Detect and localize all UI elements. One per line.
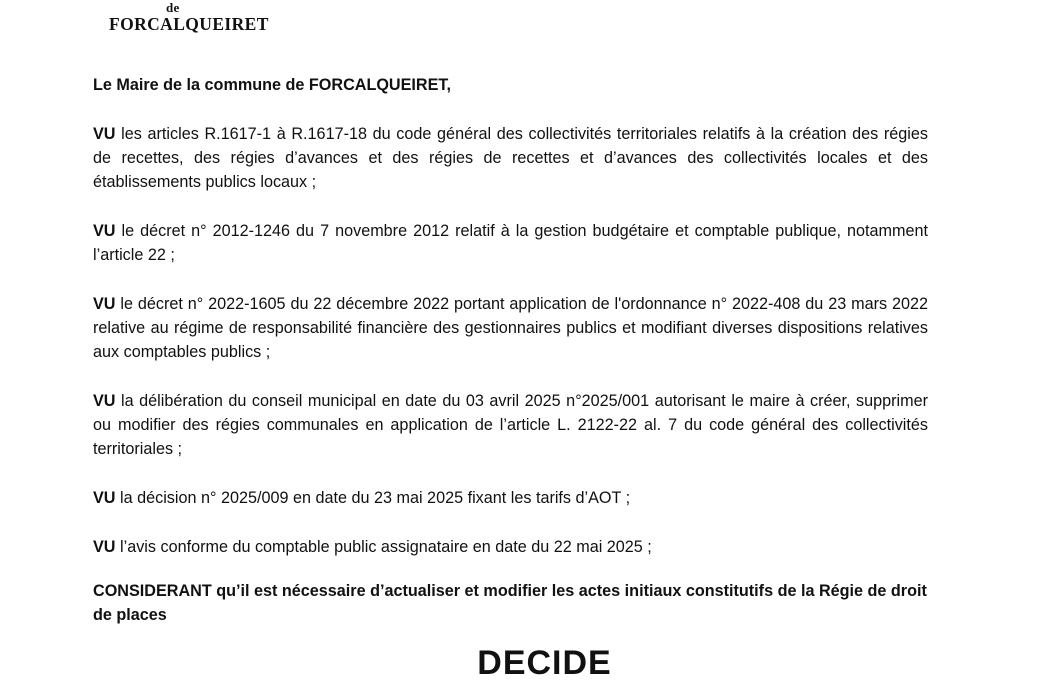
vu-keyword: VU <box>93 295 116 313</box>
vu-paragraph-1 <box>93 122 928 194</box>
decide-heading <box>0 643 1059 683</box>
intro-line: Le Maire de la commune de FORCALQUEIRET, <box>93 76 451 94</box>
vu-keyword: VU <box>93 538 116 556</box>
vu-text: les articles R.1617-1 à R.1617-18 du code général des collectivités territoriales relatifs à la création des régies de recettes, des régies d’avances et des régies de recettes et d’avances des collectivités locales et des établissements publics locaux ; <box>93 125 928 191</box>
vu-text: le décret n° 2012-1246 du 7 novembre 2012 relatif à la gestion budgétaire et comptable publique, notamment l’article 22 ; <box>93 222 928 264</box>
considerant-paragraph: CONSIDERANT qu’il est nécessaire d’actualiser et modifier les actes initiaux constitutifs de la Régie de droit de places <box>93 582 927 624</box>
vu-paragraph-5 <box>93 486 928 510</box>
vu-text: l’avis conforme du comptable public assignataire en date du 22 mai 2025 ; <box>115 538 652 556</box>
vu-text: la délibération du conseil municipal en date du 03 avril 2025 n°2025/001 autorisant le maire à créer, supprimer ou modifier des régies communales en application de l’article L. 2122-22 al. 7 du code général des collectivités territoriales ; <box>93 392 928 458</box>
decide-heading-text: DECIDE <box>477 644 612 682</box>
header-de: de <box>166 0 180 15</box>
vu-text: la décision n° 2025/009 en date du 23 mai 2025 fixant les tarifs d’AOT ; <box>115 489 631 507</box>
vu-paragraph-4 <box>93 389 928 461</box>
vu-keyword: VU <box>93 489 116 507</box>
vu-paragraph-3 <box>93 292 928 364</box>
vu-keyword: VU <box>93 392 116 410</box>
vu-text: le décret n° 2022-1605 du 22 décembre 2022 portant application de l'ordonnance n° 2022-408 du 23 mars 2022 relative au régime de responsabilité financière des gestionnaires publics et modifiant diverses dispositions relatives aux comptables publics ; <box>93 295 928 361</box>
header-commune-name: FORCALQUEIRET <box>109 14 269 34</box>
vu-keyword: VU <box>93 222 116 240</box>
vu-paragraph-2 <box>93 219 928 267</box>
vu-keyword: VU <box>93 125 116 143</box>
vu-paragraph-6 <box>93 535 928 559</box>
